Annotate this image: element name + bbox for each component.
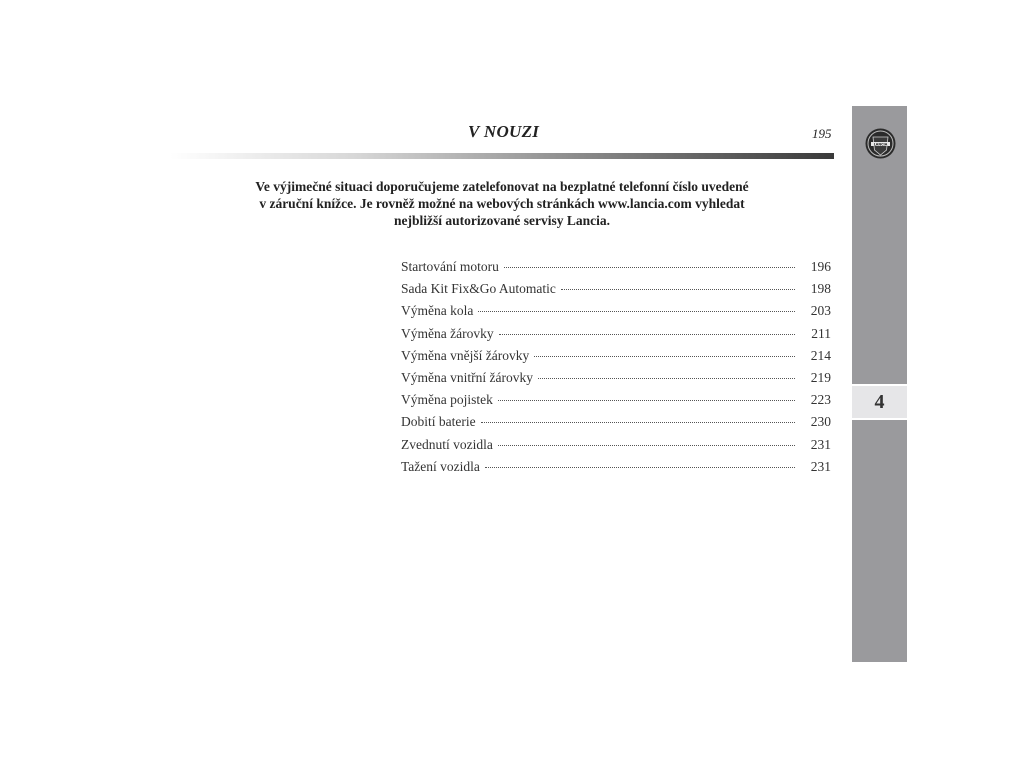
toc-leader (504, 267, 795, 268)
lancia-logo-icon (865, 128, 896, 159)
header-rule (170, 153, 834, 159)
toc-entry-vymena-vnitrni-zarovky[interactable] (401, 370, 831, 392)
chapter-tab[interactable]: 4 (852, 384, 907, 420)
toc-leader (498, 445, 795, 446)
intro-line: Ve výjimečné situaci doporučujeme zatelefonovat na bezplatné telefonní číslo uvedené (255, 179, 749, 194)
toc-leader (499, 334, 795, 335)
toc-page: 211 (811, 325, 831, 341)
toc-entry-vymena-zarovky[interactable] (401, 326, 831, 348)
logo-text: LANCIA (873, 142, 888, 147)
toc-entry-vymena-pojistek[interactable] (401, 392, 831, 414)
toc-page: 203 (810, 303, 831, 319)
toc-label: Startování motoru (401, 259, 499, 274)
toc-page: 214 (810, 347, 831, 363)
toc-entry-startovani-motoru[interactable] (401, 259, 831, 281)
toc-leader (538, 378, 795, 379)
toc-entry-vymena-kola[interactable] (401, 303, 831, 325)
toc-entry-sada-kit[interactable] (401, 281, 831, 303)
toc-page: 231 (810, 436, 831, 452)
toc-entry-tazeni-vozidla[interactable] (401, 459, 831, 481)
toc-label: Tažení vozidla (401, 458, 480, 474)
toc-leader (485, 467, 795, 468)
toc-entry-dobiti-baterie[interactable] (401, 414, 831, 436)
toc-label: Výměna pojistek (401, 392, 493, 408)
toc-label: Výměna vnější žárovky (401, 347, 530, 363)
toc-leader (561, 289, 795, 290)
table-of-contents (401, 259, 831, 481)
toc-label: Výměna kola (401, 303, 474, 319)
toc-leader (498, 400, 795, 401)
intro-text (234, 178, 770, 229)
toc-leader (534, 356, 795, 357)
toc-entry-zvednuti-vozidla[interactable] (401, 437, 831, 459)
toc-label: Zvednutí vozidla (401, 436, 493, 452)
toc-page: 223 (810, 392, 831, 408)
toc-leader (481, 422, 795, 423)
toc-page: 198 (810, 281, 831, 297)
toc-page: 231 (810, 458, 831, 474)
toc-label: Výměna žárovky (401, 325, 494, 341)
toc-page: 219 (810, 369, 831, 385)
intro-line: nejbližší autorizované servisy Lancia. (394, 213, 610, 228)
intro-line: v záruční knížce. Je rovněž možné na webových stránkách www.lancia.com vyhledat (259, 196, 745, 211)
toc-page: 230 (810, 414, 831, 430)
toc-label: Dobití baterie (401, 414, 476, 430)
section-title: V NOUZI (468, 122, 540, 141)
toc-leader (478, 311, 795, 312)
toc-entry-vymena-vnejsi-zarovky[interactable] (401, 348, 831, 370)
toc-page: 196 (810, 259, 831, 274)
toc-label: Výměna vnitřní žárovky (401, 369, 533, 385)
toc-label: Sada Kit Fix&Go Automatic (401, 281, 556, 297)
page-number: 195 (812, 126, 832, 141)
